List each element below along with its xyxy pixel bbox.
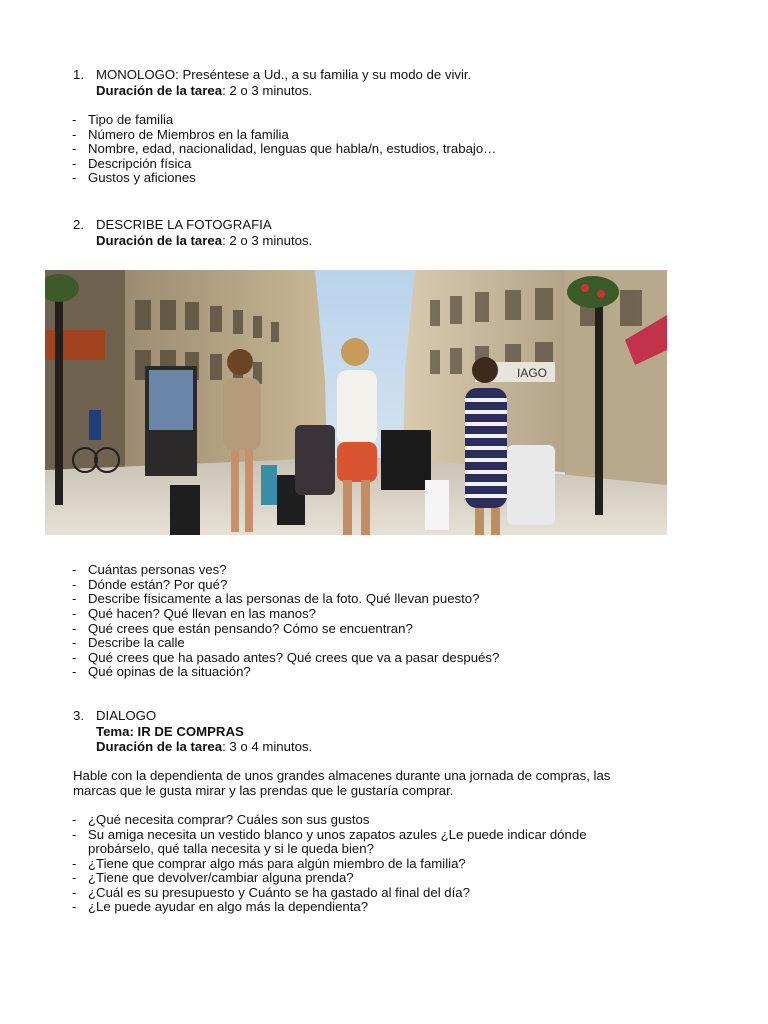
section3-number: 3. <box>73 708 84 723</box>
section3-title: DIALOGO <box>96 708 157 723</box>
duration-label: Duración de la tarea <box>96 83 223 98</box>
bullet-dash: - <box>72 827 77 842</box>
duration-label: Duración de la tarea <box>96 739 223 754</box>
bullet-dash: - <box>72 577 77 592</box>
bullet-dash: - <box>72 127 77 142</box>
street-shopping-photo <box>45 270 667 535</box>
section1-duration <box>96 84 312 99</box>
section1-title: MONOLOGO: Preséntese a Ud., a su familia y su modo de vivir. <box>96 67 472 82</box>
bullet-dash: - <box>72 606 77 621</box>
duration-value: : 2 o 3 minutos. <box>222 233 313 248</box>
section2-number: 2. <box>73 217 84 232</box>
bullet-dash: - <box>72 885 77 900</box>
section3-theme: Tema: IR DE COMPRAS <box>96 724 244 739</box>
bullet-dash: - <box>72 635 77 650</box>
section2-title: DESCRIBE LA FOTOGRAFIA <box>96 217 272 232</box>
bullet-dash: - <box>72 562 77 577</box>
bullet-dash: - <box>72 112 77 127</box>
intro-line-1: Hable con la dependienta de unos grandes almacenes durante una jornada de compras, las <box>73 768 611 783</box>
bullet-dash: - <box>72 856 77 871</box>
bullet-dash: - <box>72 170 77 185</box>
section1-number: 1. <box>73 67 84 82</box>
duration-value: : 2 o 3 minutos. <box>222 83 313 98</box>
section3-duration <box>96 740 312 755</box>
bullet-dash: - <box>72 870 77 885</box>
bullet-dash: - <box>72 664 77 679</box>
shop-sign: IAGO <box>517 366 548 380</box>
section2-duration <box>96 234 312 249</box>
bullet-dash: - <box>72 650 77 665</box>
bullet-dash: - <box>72 156 77 171</box>
bullet-dash: - <box>72 141 77 156</box>
bullet-dash: - <box>72 621 77 636</box>
bullet-dash: - <box>72 591 77 606</box>
intro-line-2: marcas que le gusta mirar y las prendas que le gustaría comprar. <box>73 783 454 798</box>
duration-label: Duración de la tarea <box>96 233 223 248</box>
bullet-dash: - <box>72 899 77 914</box>
bullet-dash: - <box>72 812 77 827</box>
duration-value: : 3 o 4 minutos. <box>222 739 313 754</box>
